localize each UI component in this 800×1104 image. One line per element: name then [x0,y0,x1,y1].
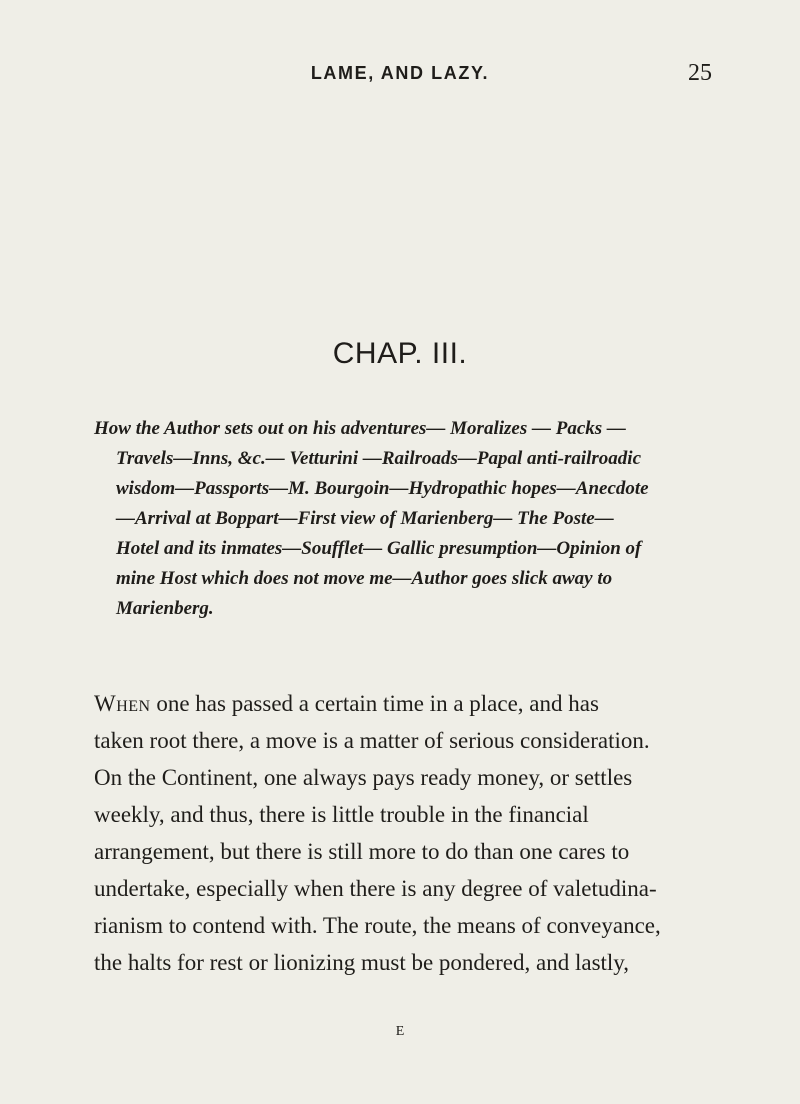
summary-line: —Arrival at Boppart—First view of Marienberg— The Poste— [116,508,614,529]
summary-line: Marienberg. [116,598,214,619]
summary-line: wisdom—Passports—M. Bourgoin—Hydropathic hopes—Anecdote [116,478,649,499]
body-line: On the Continent, one always pays ready money, or settles [94,765,633,790]
running-head [0,58,800,88]
signature-mark: E [395,1024,405,1039]
body-text [94,685,724,981]
page-number: 25 [688,60,712,86]
body-line: rianism to contend with. The route, the means of conveyance, [94,913,661,938]
summary-line: Hotel and its inmates—Soufflet— Gallic presumption—Opinion of [116,538,642,559]
body-line: undertake, especially when there is any degree of valetudina- [94,876,657,901]
body-line: arrangement, but there is still more to do than one cares to [94,839,630,864]
running-title: LAME, AND LAZY. [310,63,490,83]
body-line [94,685,724,722]
body-line: the halts for rest or lionizing must be pondered, and lastly, [94,950,630,975]
summary-line: Travels—Inns, &c.— Vetturini —Railroads—Papal anti-railroadic [116,448,642,469]
body-line-text: one has passed a certain time in a place, and has [150,691,599,716]
chapter-title: CHAP. III. [332,337,468,370]
chapter-summary [94,414,712,624]
body-line: taken root there, a move is a matter of serious consideration. [94,728,650,753]
summary-line: mine Host which does not move me—Author goes slick away to [116,568,613,589]
summary-line: How the Author sets out on his adventures— Moralizes — Packs — [94,418,626,439]
body-line: weekly, and thus, there is little trouble in the financial [94,802,589,827]
opening-word: When [94,691,151,716]
